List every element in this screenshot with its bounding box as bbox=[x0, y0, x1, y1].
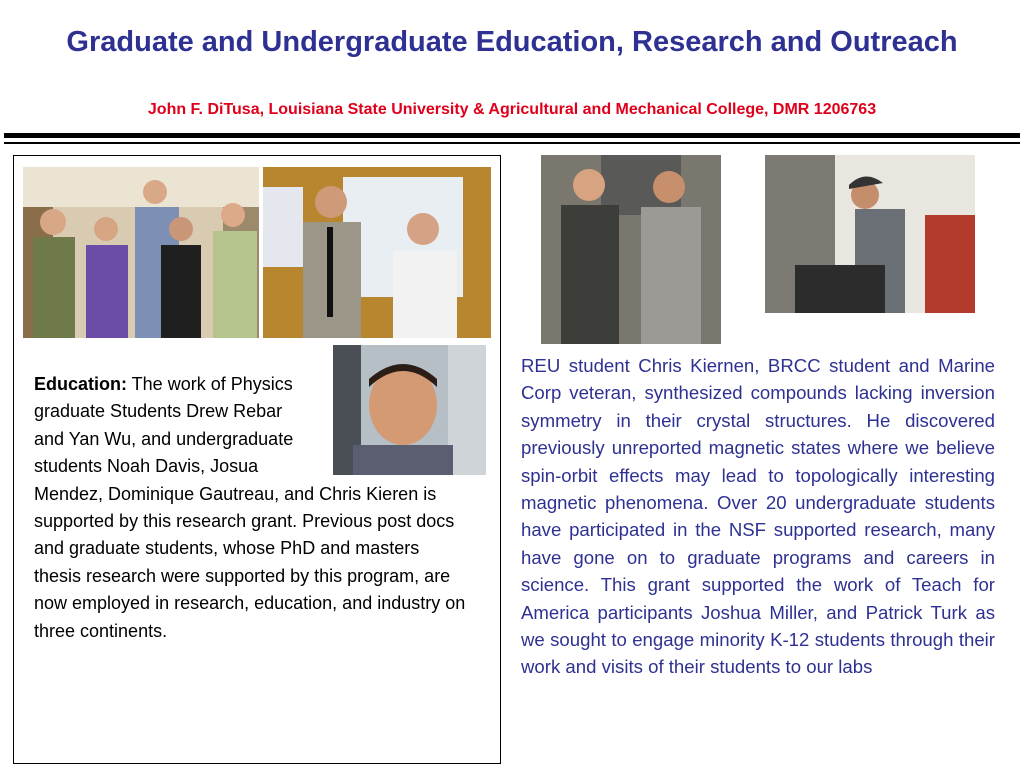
reu-paragraph: REU student Chris Kiernen, BRCC student and Marine Corp veteran, synthesized compounds lacking inversion symmetry in their crystal structures. He discovered previously unreported magnetic states where we believe spin-orbit effects may lead to topologically interesting magnetic phenomena. Over 20 undergraduate students have participated in the NSF supported research, many have gone on to graduate programs and careers in science. This grant supported the work of Teach for America participants Joshua Miller, and Patrick Turk as we sought to engage minority K-12 students through their work and visits of their students to our labs bbox=[521, 355, 995, 678]
education-label: Education: bbox=[34, 374, 127, 394]
poster-photo bbox=[263, 167, 491, 338]
lab-work-photo bbox=[765, 155, 975, 313]
education-text: The work of Physics graduate Students Drew Rebar and Yan Wu, and undergraduate students Noah Davis, Josua Mendez, Dominique Gautreau, and Chris Kieren is supported by this research grant. Previous post docs and graduate students, whose PhD and masters thesis research were supported by this program, are now employed in research, education, and industry on three continents. bbox=[34, 374, 466, 641]
page-title: Graduate and Undergraduate Education, Research and Outreach bbox=[66, 26, 958, 58]
portrait-space bbox=[308, 371, 466, 477]
education-paragraph bbox=[34, 371, 466, 645]
lab-pair-photo bbox=[541, 155, 721, 344]
header-divider-thin bbox=[4, 142, 1020, 144]
page-subtitle: John F. DiTusa, Louisiana State University & Agricultural and Mechanical College, DMR 1206763 bbox=[147, 101, 877, 118]
group-photo bbox=[23, 167, 259, 338]
header-divider-thick bbox=[4, 133, 1020, 138]
